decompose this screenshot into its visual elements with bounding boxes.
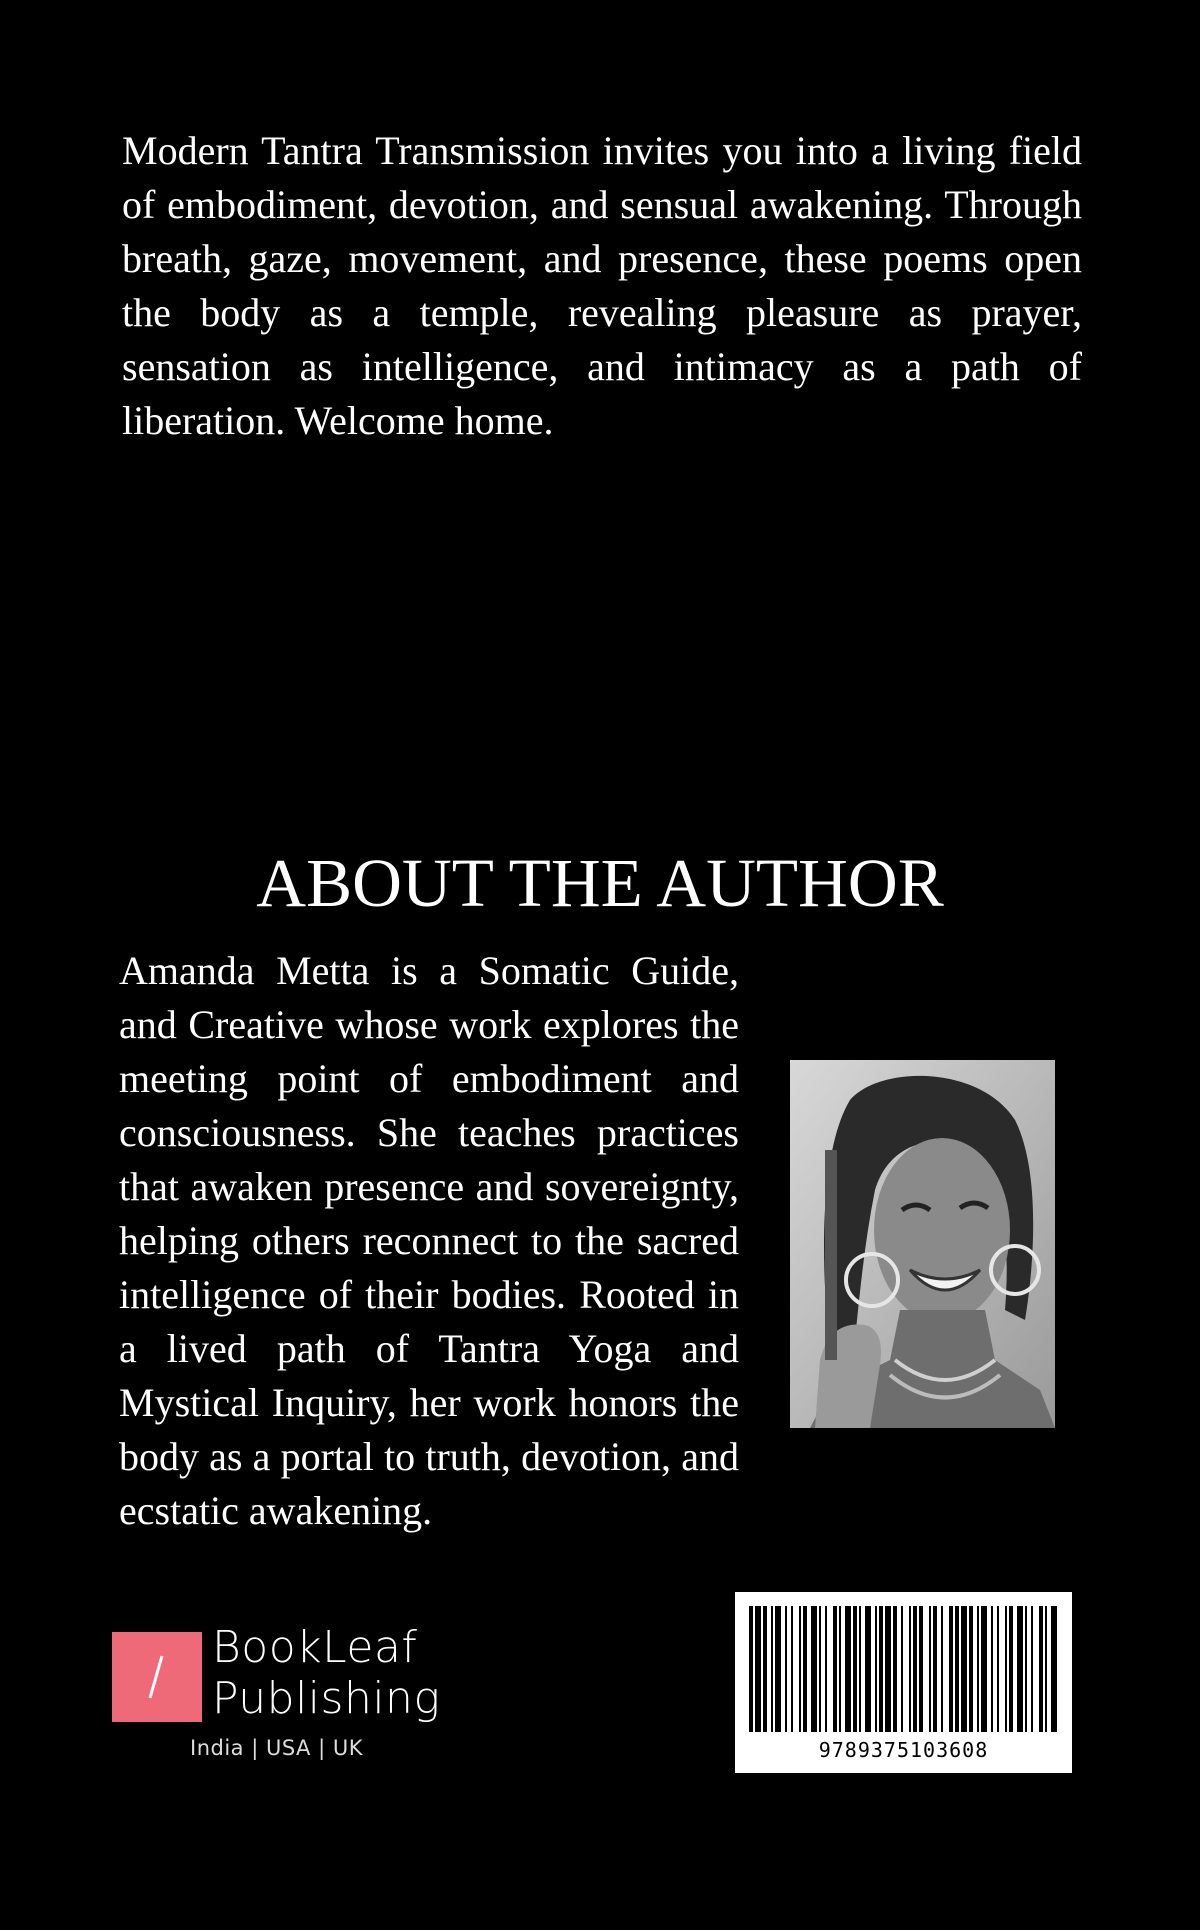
about-author-heading: ABOUT THE AUTHOR bbox=[256, 845, 944, 921]
publisher-name-line2: Publishing bbox=[212, 1673, 441, 1724]
publisher-name-line1: BookLeaf bbox=[212, 1622, 418, 1673]
publisher-logo-mark bbox=[112, 1632, 202, 1722]
book-blurb: Modern Tantra Transmission invites you into a living field of embodiment, devotion, and sensual awakening. Through breath, gaze, movement, and presence, these poems open the body as a temple, revealing pleasure as prayer, sensation as intelligence, and intimacy as a path of liberation. Welcome home. bbox=[122, 128, 1082, 443]
author-bio: Amanda Metta is a Somatic Guide, and Creative whose work explores the meeting point of embodiment and consciousness. She teaches practices that awaken presence and sovereignty, helping others reconnect to the sacred intelligence of their bodies. Rooted in a lived path of Tantra Yoga and Mystical Inquiry, her work honors the body as a portal to truth, devotion, and ecstatic awakening. bbox=[119, 948, 739, 1533]
isbn-number: 9789375103608 bbox=[818, 1738, 989, 1762]
isbn-barcode bbox=[735, 1592, 1072, 1773]
publisher-regions: India | USA | UK bbox=[190, 1736, 363, 1760]
author-photo bbox=[790, 1060, 1055, 1428]
publisher-name bbox=[212, 1622, 472, 1724]
